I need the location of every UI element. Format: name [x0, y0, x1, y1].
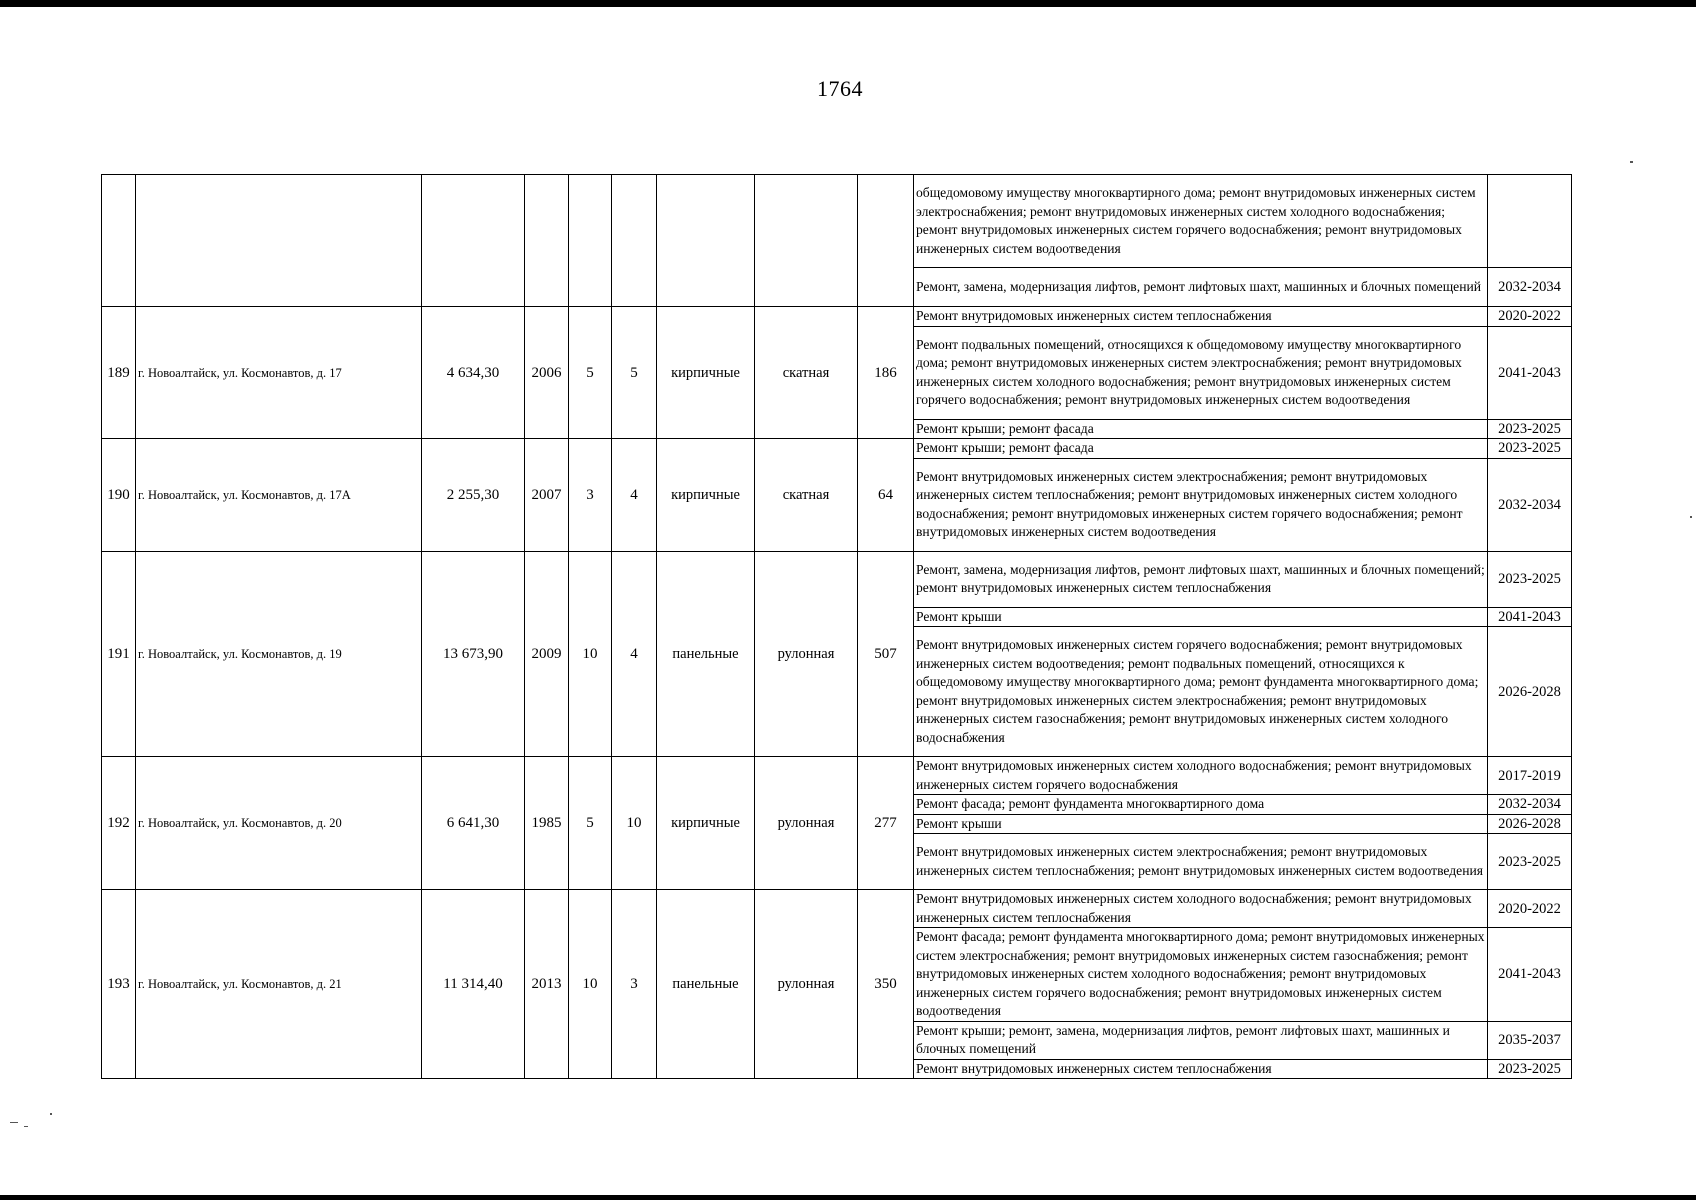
cell-period: 2032-2034 [1488, 268, 1572, 307]
table-row [102, 175, 1572, 268]
cell-work: Ремонт внутридомовых инженерных систем холодного водоснабжения; ремонт внутридомовых инженерных систем теплоснабжения [914, 890, 1488, 928]
cell-work: Ремонт крыши [914, 814, 1488, 834]
cell-work: Ремонт внутридомовых инженерных систем холодного водоснабжения; ремонт внутридомовых инженерных систем горячего водоснабжения [914, 757, 1488, 795]
scan-speck [24, 1126, 28, 1127]
scan-speck [1690, 516, 1692, 518]
cell-entrances: 4 [612, 551, 657, 757]
cell-roof: рулонная [755, 551, 858, 757]
cell-period: 2032-2034 [1488, 458, 1572, 551]
cell-floors: 5 [569, 757, 612, 890]
cell-period: 2035-2037 [1488, 1021, 1572, 1059]
cell-work: Ремонт крыши; ремонт фасада [914, 439, 1488, 459]
cell-work: Ремонт внутридомовых инженерных систем теплоснабжения [914, 1059, 1488, 1079]
table-row [102, 757, 1572, 795]
cell-period: 2026-2028 [1488, 627, 1572, 757]
cell-address: г. Новоалтайск, ул. Космонавтов, д. 19 [136, 551, 422, 757]
cell-work: Ремонт фасада; ремонт фундамента многоквартирного дома; ремонт внутридомовых инженерных систем электроснабжения; ремонт внутридомовых инженерных систем газоснабжения; ремонт внутридомовых инженерных систем холодного водоснабжения; ремонт внутридомовых инженерных систем горячего водоснабжения; ремонт внутридомовых инженерных систем водоотведения [914, 928, 1488, 1022]
cell-period: 2041-2043 [1488, 326, 1572, 419]
cell-work: Ремонт внутридомовых инженерных систем теплоснабжения [914, 307, 1488, 327]
table-row [102, 890, 1572, 928]
cell-year: 2013 [525, 890, 569, 1079]
cell-residents: 277 [858, 757, 914, 890]
cell-floors: 10 [569, 551, 612, 757]
cell-roof: скатная [755, 439, 858, 552]
cell-number: 189 [102, 307, 136, 439]
cell-residents: 507 [858, 551, 914, 757]
cell-year: 2007 [525, 439, 569, 552]
cell-work: Ремонт подвальных помещений, относящихся к общедомовому имуществу многоквартирного дома; ремонт внутридомовых инженерных систем электроснабжения; ремонт внутридомовых инженерных систем холодного водоснабжения; ремонт внутридомовых инженерных систем горячего водоснабжения; ремонт внутридомовых инженерных систем водоотведения [914, 326, 1488, 419]
cell-area: 2 255,30 [422, 439, 525, 552]
cell-roof: рулонная [755, 890, 858, 1079]
cell-period: 2020-2022 [1488, 307, 1572, 327]
cell-period: 2023-2025 [1488, 834, 1572, 890]
cell-floors: 10 [569, 890, 612, 1079]
cell-walls [657, 175, 755, 307]
top-scan-border [0, 0, 1696, 7]
scan-speck [10, 1122, 18, 1123]
cell-work: Ремонт внутридомовых инженерных систем электроснабжения; ремонт внутридомовых инженерных систем теплоснабжения; ремонт внутридомовых инженерных систем водоотведения [914, 834, 1488, 890]
cell-work: Ремонт внутридомовых инженерных систем горячего водоснабжения; ремонт внутридомовых инженерных систем водоотведения; ремонт подвальных помещений, относящихся к общедомовому имуществу многоквартирного дома; ремонт фундамента многоквартирного дома; ремонт внутридомовых инженерных систем электроснабжения; ремонт внутридомовых инженерных систем газоснабжения; ремонт внутридомовых инженерных систем холодного водоснабжения [914, 627, 1488, 757]
cell-year [525, 175, 569, 307]
cell-address: г. Новоалтайск, ул. Космонавтов, д. 21 [136, 890, 422, 1079]
cell-roof: скатная [755, 307, 858, 439]
cell-entrances: 4 [612, 439, 657, 552]
cell-area: 13 673,90 [422, 551, 525, 757]
cell-address: г. Новоалтайск, ул. Космонавтов, д. 20 [136, 757, 422, 890]
capital-repair-table [101, 174, 1572, 1079]
cell-area [422, 175, 525, 307]
cell-walls: кирпичные [657, 757, 755, 890]
scan-speck [50, 1113, 52, 1115]
cell-work: Ремонт фасада; ремонт фундамента многоквартирного дома [914, 795, 1488, 815]
cell-number: 191 [102, 551, 136, 757]
cell-address [136, 175, 422, 307]
cell-address: г. Новоалтайск, ул. Космонавтов, д. 17А [136, 439, 422, 552]
cell-floors: 5 [569, 307, 612, 439]
cell-period: 2041-2043 [1488, 607, 1572, 627]
cell-residents: 350 [858, 890, 914, 1079]
cell-period: 2026-2028 [1488, 814, 1572, 834]
cell-entrances [612, 175, 657, 307]
cell-entrances: 5 [612, 307, 657, 439]
cell-area: 6 641,30 [422, 757, 525, 890]
cell-period: 2023-2025 [1488, 419, 1572, 439]
cell-floors: 3 [569, 439, 612, 552]
bottom-scan-border [0, 1195, 1696, 1200]
cell-residents: 64 [858, 439, 914, 552]
cell-entrances: 10 [612, 757, 657, 890]
cell-area: 4 634,30 [422, 307, 525, 439]
page-number: 1764 [817, 76, 863, 101]
table-row [102, 439, 1572, 459]
cell-residents: 186 [858, 307, 914, 439]
cell-period [1488, 175, 1572, 268]
cell-period: 2041-2043 [1488, 928, 1572, 1022]
cell-address: г. Новоалтайск, ул. Космонавтов, д. 17 [136, 307, 422, 439]
cell-walls: панельные [657, 551, 755, 757]
cell-walls: панельные [657, 890, 755, 1079]
cell-work: Ремонт крыши; ремонт, замена, модернизация лифтов, ремонт лифтовых шахт, машинных и блочных помещений [914, 1021, 1488, 1059]
cell-number [102, 175, 136, 307]
cell-floors [569, 175, 612, 307]
cell-residents [858, 175, 914, 307]
cell-work: Ремонт, замена, модернизация лифтов, ремонт лифтовых шахт, машинных и блочных помещений [914, 268, 1488, 307]
cell-roof [755, 175, 858, 307]
cell-area: 11 314,40 [422, 890, 525, 1079]
cell-work: общедомовому имуществу многоквартирного дома; ремонт внутридомовых инженерных систем электроснабжения; ремонт внутридомовых инженерных систем холодного водоснабжения; ремонт внутридомовых инженерных систем горячего водоснабжения; ремонт внутридомовых инженерных систем водоотведения [914, 175, 1488, 268]
table-row [102, 307, 1572, 327]
cell-walls: кирпичные [657, 439, 755, 552]
cell-work: Ремонт крыши [914, 607, 1488, 627]
cell-period: 2023-2025 [1488, 1059, 1572, 1079]
cell-number: 193 [102, 890, 136, 1079]
cell-year: 2009 [525, 551, 569, 757]
cell-entrances: 3 [612, 890, 657, 1079]
cell-period: 2023-2025 [1488, 551, 1572, 607]
cell-number: 190 [102, 439, 136, 552]
cell-period: 2020-2022 [1488, 890, 1572, 928]
cell-number: 192 [102, 757, 136, 890]
cell-period: 2017-2019 [1488, 757, 1572, 795]
cell-work: Ремонт, замена, модернизация лифтов, ремонт лифтовых шахт, машинных и блочных помещений; ремонт внутридомовых инженерных систем теплоснабжения [914, 551, 1488, 607]
cell-period: 2032-2034 [1488, 795, 1572, 815]
cell-year: 1985 [525, 757, 569, 890]
cell-year: 2006 [525, 307, 569, 439]
cell-work: Ремонт крыши; ремонт фасада [914, 419, 1488, 439]
cell-period: 2023-2025 [1488, 439, 1572, 459]
scan-speck [1630, 161, 1633, 163]
table-body [102, 175, 1572, 1079]
cell-work: Ремонт внутридомовых инженерных систем электроснабжения; ремонт внутридомовых инженерных систем теплоснабжения; ремонт внутридомовых инженерных систем холодного водоснабжения; ремонт внутридомовых инженерных систем горячего водоснабжения; ремонт внутридомовых инженерных систем водоотведения [914, 458, 1488, 551]
table-row [102, 551, 1572, 607]
cell-roof: рулонная [755, 757, 858, 890]
cell-walls: кирпичные [657, 307, 755, 439]
